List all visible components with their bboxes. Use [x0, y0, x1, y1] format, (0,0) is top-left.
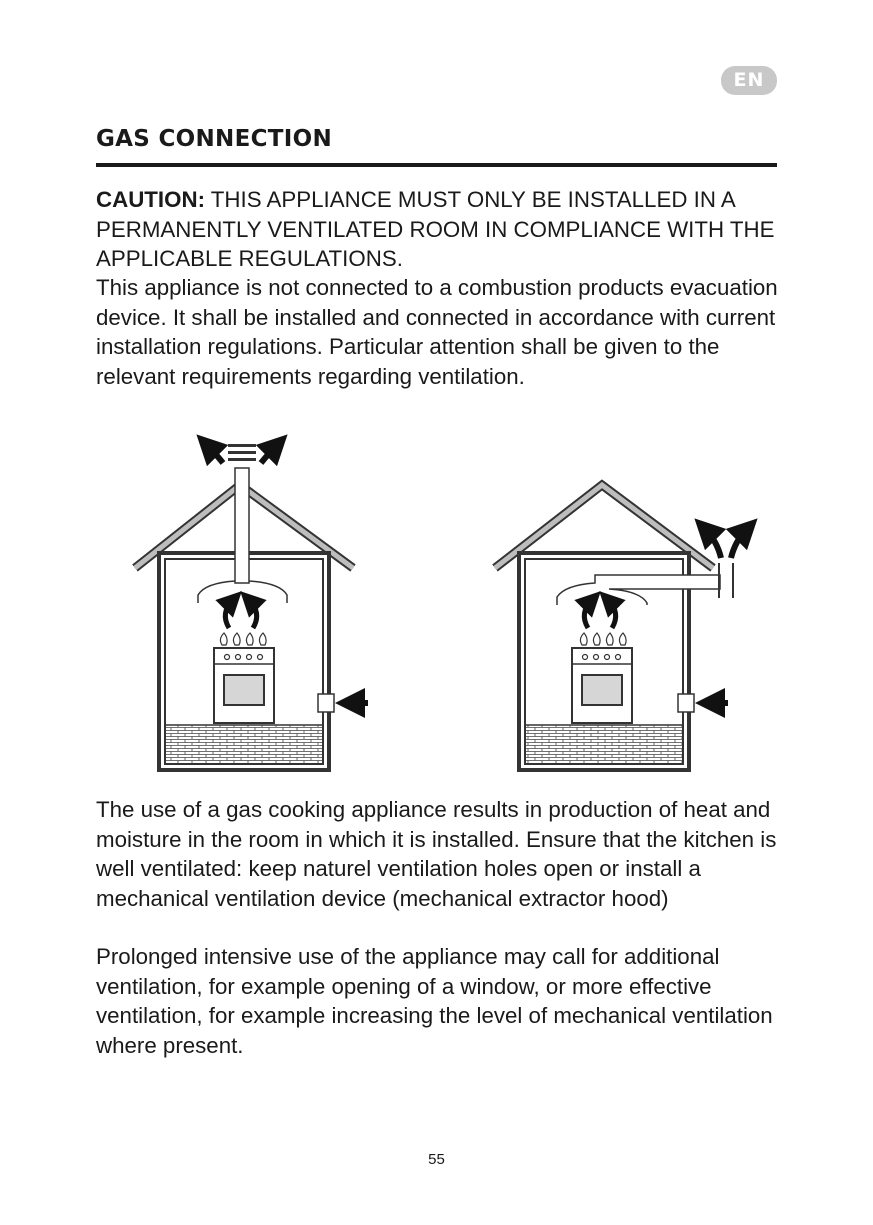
- title-divider: [96, 163, 777, 167]
- section-title: GAS CONNECTION: [96, 126, 333, 152]
- house-diagram-side-flue: [495, 485, 747, 770]
- page-number: 55: [428, 1151, 445, 1168]
- caution-label: CAUTION:: [96, 187, 205, 212]
- language-badge: EN: [721, 66, 777, 95]
- ventilation-paragraph: The use of a gas cooking appliance results in production of heat and moisture in the room in which it is installed. Ensure that the kitchen is well ventilated: keep naturel ventilation holes open or install a mechanical ventilation device (mechanical extractor hood): [96, 797, 777, 911]
- house-diagram-vertical-flue: [135, 444, 368, 770]
- installation-paragraph: This appliance is not connected to a combustion products evacuation device. It shall be installed and connected in accordance with current installation regulations. Particular attention shall be given to the relevant requirements regarding ventilation.: [96, 275, 778, 389]
- additional-ventilation-paragraph: Prolonged intensive use of the appliance may call for additional ventilation, for example opening of a window, or more effective ventilation, for example increasing the level of mechanical ventilation where present.: [96, 944, 773, 1058]
- caution-paragraph: [96, 185, 786, 274]
- ventilation-diagram: [125, 433, 765, 778]
- caution-text: THIS APPLIANCE MUST ONLY BE INSTALLED IN A PERMANENTLY VENTILATED ROOM IN COMPLIANCE WITH THE APPLICABLE REGULATIONS.: [96, 187, 775, 271]
